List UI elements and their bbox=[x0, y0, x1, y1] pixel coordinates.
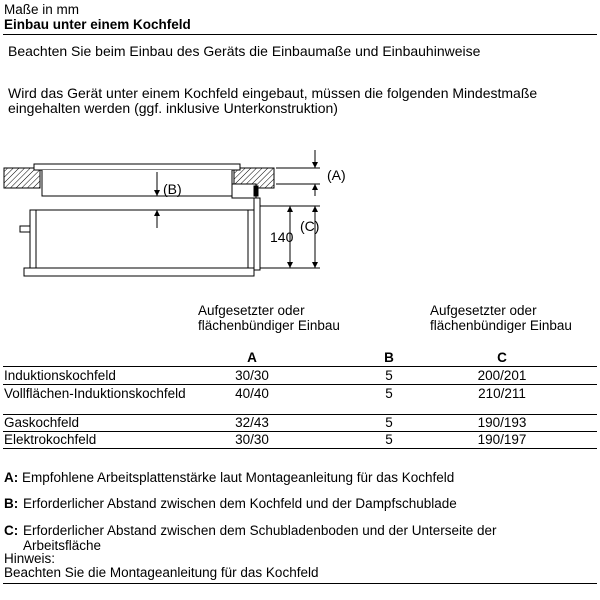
row-b: 5 bbox=[385, 415, 393, 430]
row-name: Vollflächen-Induktionskochfeld bbox=[4, 386, 186, 401]
row-name: Elektrokochfeld bbox=[4, 432, 97, 447]
hob-flange bbox=[232, 184, 256, 198]
diagram-label-c: (C) bbox=[300, 218, 320, 234]
hint-text: Beachten Sie die Montageanleitung für das Kochfeld bbox=[4, 565, 319, 580]
note-b-text: Erforderlicher Abstand zwischen dem Kochfeld und der Dampfschublade bbox=[23, 496, 457, 511]
back-panel bbox=[254, 198, 260, 270]
intro-line-2a: Wird das Gerät unter einem Kochfeld eingebaut, müssen die folgenden Mindestmaße bbox=[8, 85, 538, 101]
note-a-text: Empfohlene Arbeitsplattenstärke laut Montageanleitung für das Kochfeld bbox=[22, 470, 455, 485]
diagram-dim-140: 140 bbox=[270, 229, 294, 245]
drawer-box bbox=[30, 210, 254, 268]
row-a: 32/43 bbox=[235, 415, 269, 430]
group1-line1: Aufgesetzter oder bbox=[198, 303, 305, 318]
row-c: 190/197 bbox=[477, 432, 527, 447]
note-b-key: B: bbox=[4, 496, 19, 511]
row-rule bbox=[3, 384, 597, 385]
page-title: Einbau unter einem Kochfeld bbox=[4, 17, 191, 32]
col-header-b: B bbox=[384, 350, 394, 365]
note-c-text-2: Arbeitsfläche bbox=[23, 538, 102, 553]
intro-line-1: Beachten Sie beim Einbau des Geräts die Einbaumaße und Einbauhinweise bbox=[8, 43, 481, 59]
row-c: 210/211 bbox=[478, 386, 526, 401]
footer-rule bbox=[3, 583, 597, 584]
note-c-text-1: Erforderlicher Abstand zwischen dem Schubladenboden und der Unterseite der bbox=[23, 523, 497, 538]
base-floor bbox=[24, 268, 254, 276]
units-note: Maße in mm bbox=[4, 2, 80, 17]
row-name: Induktionskochfeld bbox=[4, 368, 116, 383]
col-header-c: C bbox=[497, 350, 507, 365]
group2-line1: Aufgesetzter oder bbox=[430, 303, 537, 318]
note-c-key: C: bbox=[4, 523, 19, 538]
row-b: 5 bbox=[385, 368, 393, 383]
drawer-handle bbox=[20, 226, 30, 232]
row-b: 5 bbox=[385, 386, 393, 401]
hob-plate bbox=[34, 164, 240, 170]
intro-line-2b: eingehalten werden (ggf. inklusive Unterkonstruktion) bbox=[8, 100, 338, 116]
diagram-label-b: (B) bbox=[163, 181, 182, 197]
worktop-left bbox=[4, 168, 40, 188]
hint-title: Hinweis: bbox=[4, 551, 56, 566]
row-b: 5 bbox=[385, 432, 393, 447]
hob-body bbox=[42, 170, 232, 196]
row-c: 190/193 bbox=[477, 415, 527, 430]
group1-line2: flächenbündiger Einbau bbox=[198, 318, 340, 333]
table-bottom-rule bbox=[3, 448, 597, 449]
hob-connector bbox=[254, 186, 258, 196]
group2-line2: flächenbündiger Einbau bbox=[430, 318, 572, 333]
diagram-label-a: (A) bbox=[327, 167, 346, 183]
row-a: 40/40 bbox=[235, 386, 269, 401]
row-a: 30/30 bbox=[235, 432, 269, 447]
note-a-key: A: bbox=[4, 470, 19, 485]
table-header-rule bbox=[3, 366, 597, 367]
row-c: 200/201 bbox=[477, 368, 527, 383]
row-name: Gaskochfeld bbox=[4, 415, 80, 430]
row-a: 30/30 bbox=[235, 368, 269, 383]
col-header-a: A bbox=[247, 350, 257, 365]
